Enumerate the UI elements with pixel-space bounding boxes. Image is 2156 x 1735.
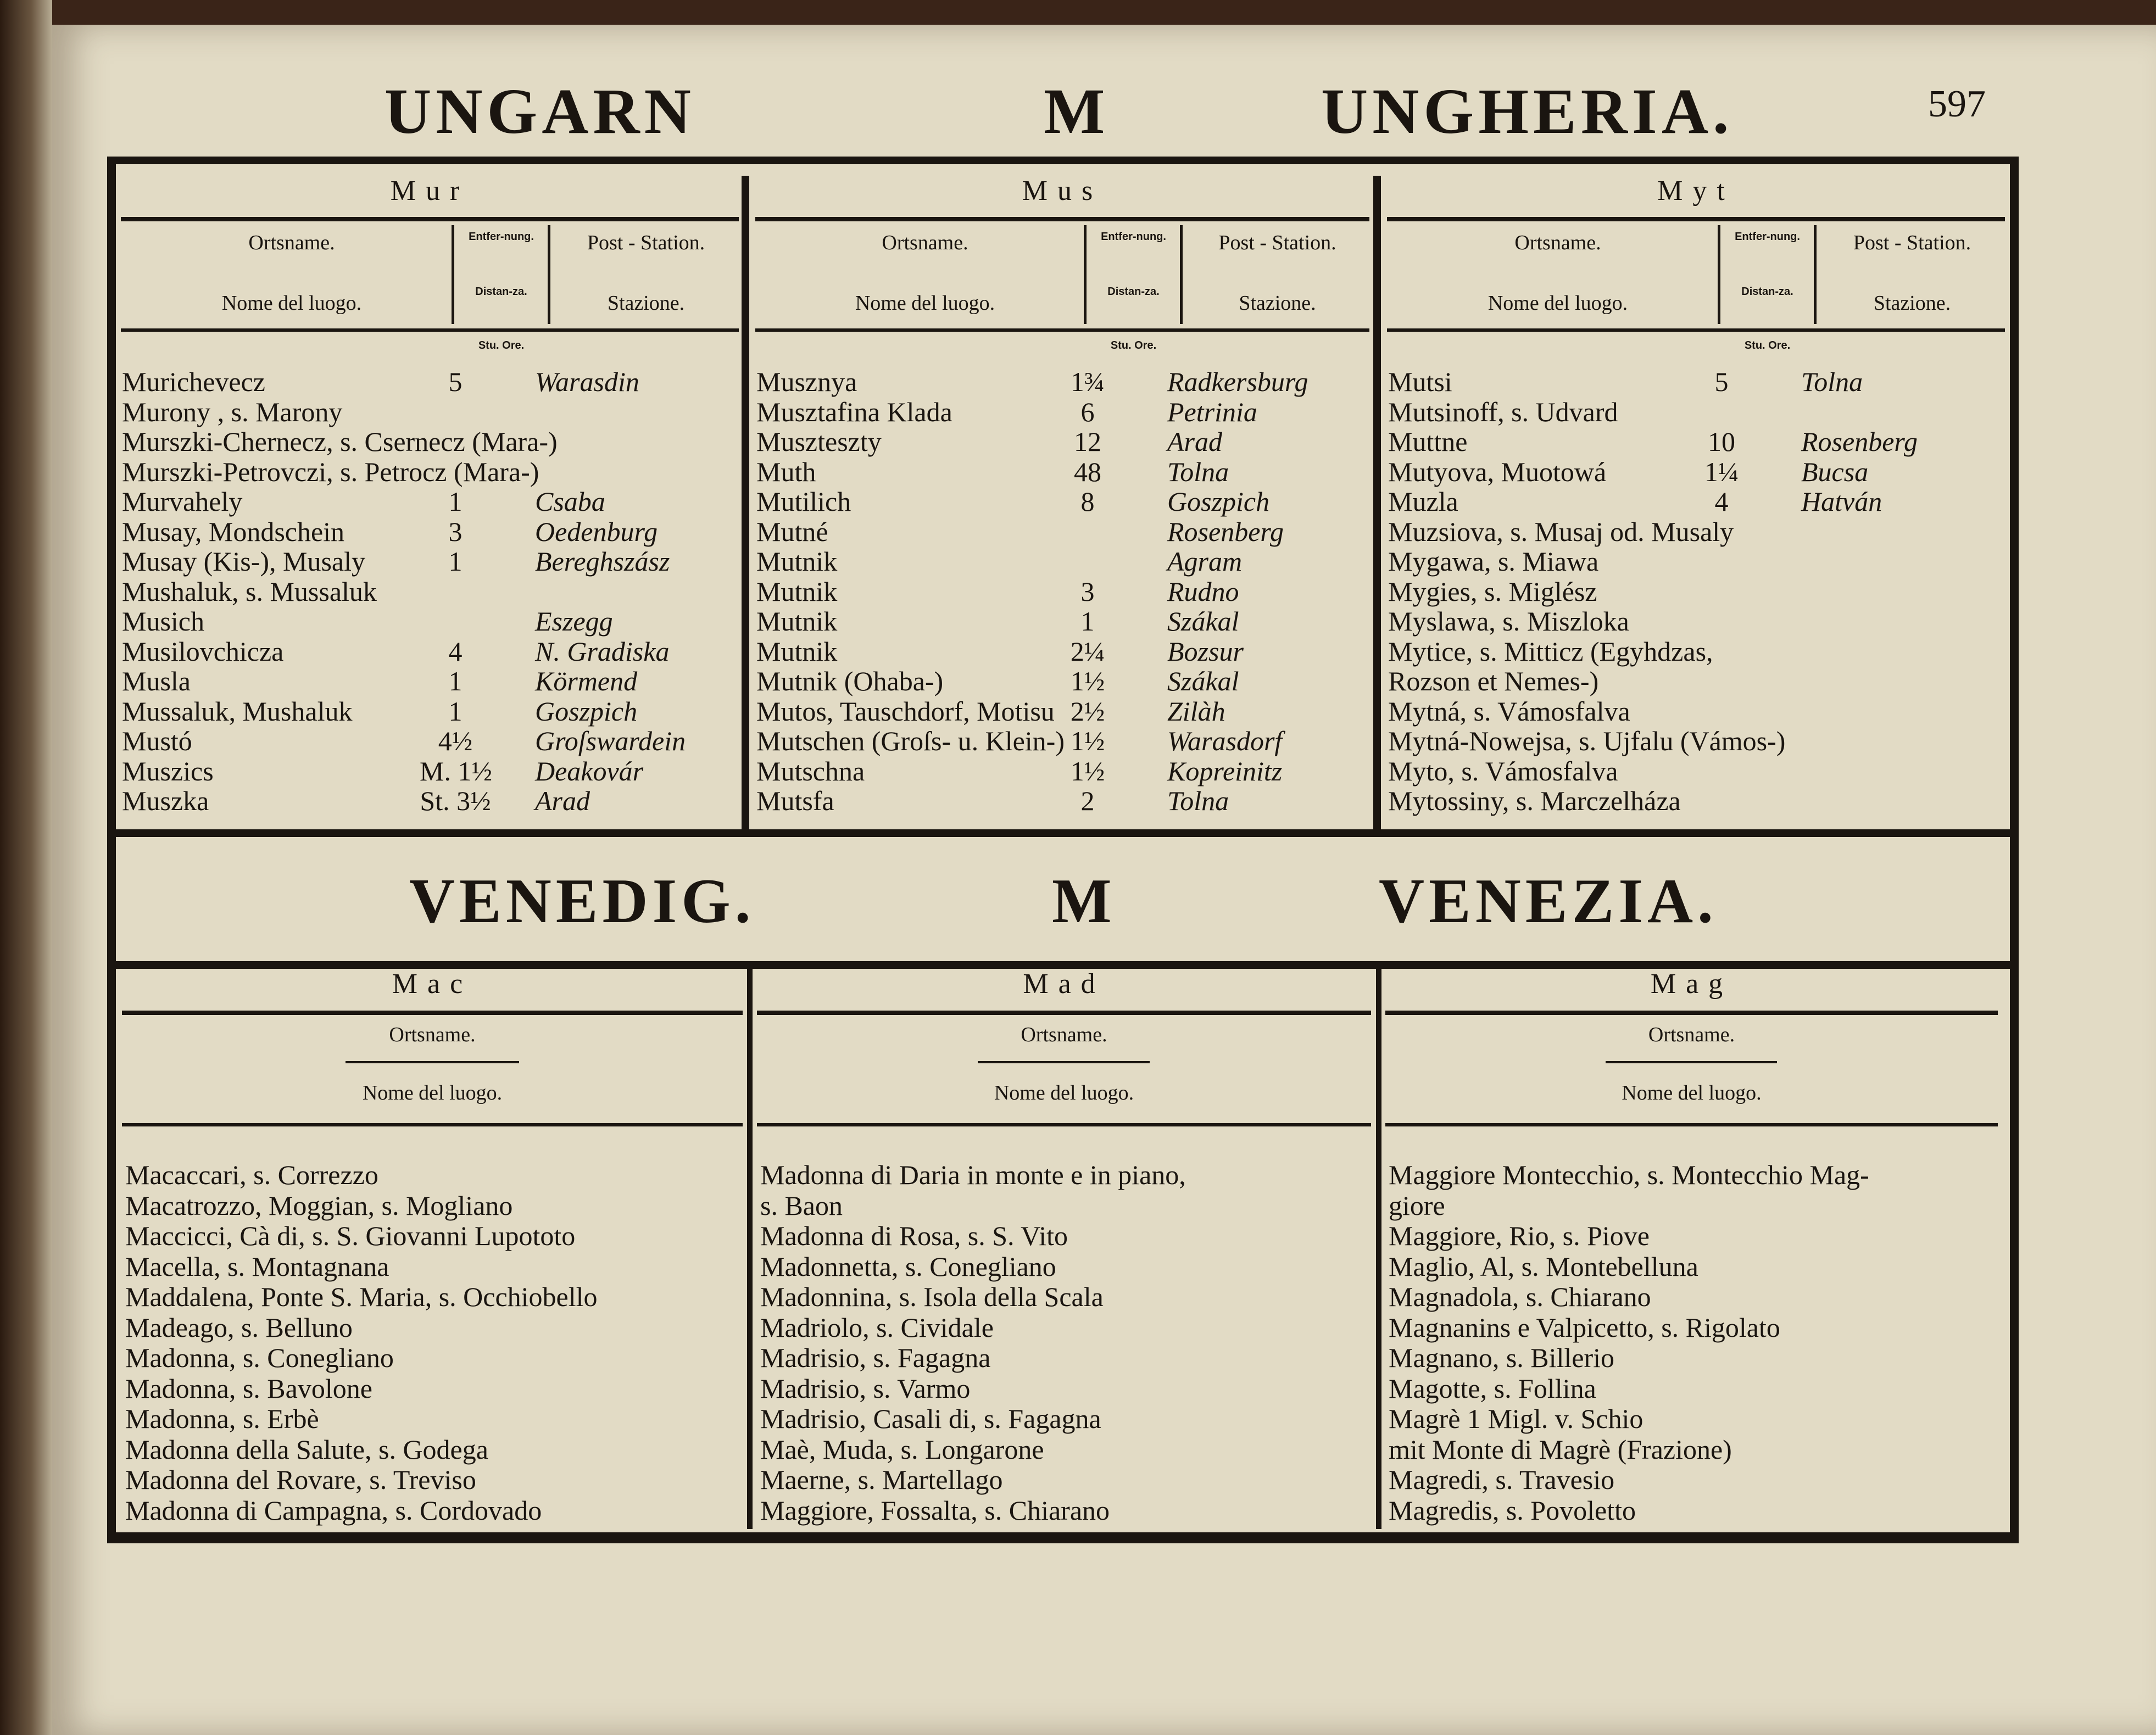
book-spine — [0, 0, 52, 1735]
list-item: Madonnetta, s. Conegliano — [760, 1251, 1056, 1282]
table-row — [122, 637, 740, 666]
header-rule — [1606, 1061, 1777, 1063]
header-dist-de: Entfer-nung. — [1735, 231, 1800, 243]
page-number: 597 — [1928, 83, 1986, 125]
place-name: Murszki-Chernecz, s. Csernecz (Mara-) — [122, 426, 558, 457]
table-row — [1388, 637, 2006, 666]
distance: 6 — [1080, 396, 1095, 427]
place-name: Musich — [122, 606, 204, 637]
place-name: Rozson et Nemes-) — [1388, 666, 1599, 696]
header-divider — [1180, 225, 1183, 324]
header-rule — [1387, 217, 2005, 221]
header-name-de: Ortsname. — [1021, 1023, 1107, 1046]
list-item: Madonna della Salute, s. Godega — [125, 1433, 488, 1465]
distance: 4 — [1714, 486, 1729, 517]
distance: 1½ — [1070, 755, 1105, 786]
place-name: Mutsfa — [756, 785, 834, 816]
place-name: Mutnik — [756, 606, 838, 637]
place-name: Mytná-Nowejsa, s. Ujfalu (Vámos-) — [1388, 726, 1786, 756]
post-station: Oedenburg — [535, 516, 658, 547]
table-row — [1388, 457, 2006, 487]
column-divider — [1376, 969, 1381, 1529]
header-name-it: Nome del luogo. — [362, 1081, 503, 1104]
header-rule — [121, 328, 739, 332]
header-rule — [1385, 1123, 1998, 1126]
distance: 1 — [448, 666, 463, 696]
list-item: Madrisio, s. Varmo — [760, 1373, 971, 1404]
distance: 48 — [1074, 456, 1101, 487]
place-name: Mutyova, Muotowá — [1388, 456, 1607, 487]
header-name-de: Ortsname. — [1514, 231, 1601, 254]
distance: 2 — [1080, 785, 1095, 816]
header-post-de: Post - Station. — [1218, 231, 1336, 254]
distance: 1 — [448, 695, 463, 727]
table-row — [756, 637, 1371, 666]
place-name: Mutnik (Ohaba-) — [756, 666, 944, 696]
post-station: Goszpich — [535, 695, 638, 727]
post-station: Szákal — [1167, 666, 1239, 696]
list-item: Madonna, s. Bavolone — [125, 1373, 372, 1404]
column-divider — [747, 969, 753, 1529]
table-row — [122, 546, 740, 576]
table-row — [1388, 756, 2006, 786]
table-row — [1388, 397, 2006, 427]
table-row — [756, 457, 1371, 487]
distance: 10 — [1708, 426, 1735, 457]
table-row — [122, 427, 740, 456]
place-name: Mutsi — [1388, 366, 1452, 397]
post-station: Radkersburg — [1167, 366, 1308, 397]
list-item: Macatrozzo, Moggian, s. Mogliano — [125, 1190, 513, 1221]
list-item: Madrisio, Casali di, s. Fagagna — [760, 1403, 1101, 1434]
place-name: Muttne — [1388, 426, 1468, 457]
post-station: Körmend — [535, 666, 638, 696]
place-name: Murvahely — [122, 486, 243, 517]
section-divider — [115, 829, 2010, 837]
header-rule — [1387, 328, 2005, 332]
column-title: Mac — [392, 968, 473, 1000]
table-row — [1388, 696, 2006, 726]
post-station: Warasdorf — [1167, 726, 1283, 756]
header-divider — [1718, 225, 1720, 324]
post-station: Bucsa — [1801, 456, 1869, 487]
post-station: Eszegg — [535, 606, 613, 637]
title-letter-top: M — [1044, 75, 1110, 147]
header-rule — [978, 1061, 1150, 1063]
table-row — [756, 756, 1371, 786]
header-divider — [548, 225, 550, 324]
place-name: Mutné — [756, 516, 828, 547]
place-name: Musla — [122, 666, 191, 696]
list-item: Madonna del Rovare, s. Treviso — [125, 1464, 476, 1495]
table-row — [122, 666, 740, 696]
header-unit: Stu. Ore. — [1110, 339, 1157, 352]
table-row — [122, 577, 740, 606]
distance: 5 — [1714, 366, 1729, 397]
place-name: Musay, Mondschein — [122, 516, 345, 547]
place-name: Muzsiova, s. Musaj od. Musaly — [1388, 516, 1734, 547]
table-row — [756, 517, 1371, 546]
table-row — [122, 786, 740, 816]
place-name: Myslawa, s. Miszloka — [1388, 606, 1629, 637]
place-name: Muth — [756, 456, 816, 487]
list-item: Madonna, s. Erbè — [125, 1403, 319, 1434]
list-item: Magredis, s. Povoletto — [1389, 1494, 1636, 1526]
distance: 1¼ — [1704, 456, 1739, 487]
list-item: s. Baon — [760, 1190, 843, 1221]
place-name: Mytossiny, s. Marczelháza — [1388, 785, 1681, 816]
header-divider — [1814, 225, 1817, 324]
header-divider — [452, 225, 454, 324]
header-unit: Stu. Ore. — [1744, 339, 1791, 352]
list-item: Madonna, s. Conegliano — [125, 1342, 394, 1373]
post-station: Bereghszász — [535, 546, 670, 577]
place-name: Mutnik — [756, 546, 838, 577]
place-name: Musilovchicza — [122, 635, 284, 667]
post-station: Tolna — [1167, 456, 1229, 487]
distance: St. 3½ — [420, 785, 491, 816]
list-item: Maè, Muda, s. Longarone — [760, 1433, 1044, 1465]
table-row — [1388, 666, 2006, 696]
post-station: Groſswardein — [535, 726, 686, 756]
column-divider — [1373, 176, 1381, 829]
list-item: Magrè 1 Migl. v. Schio — [1389, 1403, 1644, 1434]
list-item: Madeago, s. Belluno — [125, 1312, 353, 1343]
table-row — [1388, 726, 2006, 756]
table-row — [1388, 427, 2006, 456]
header-dist-it: Distan-za. — [1107, 286, 1160, 298]
header-name-de: Ortsname. — [1648, 1023, 1735, 1046]
place-name: Muzla — [1388, 486, 1458, 517]
table-row — [756, 666, 1371, 696]
header-post-de: Post - Station. — [1853, 231, 1971, 254]
post-station: Warasdin — [535, 366, 639, 397]
column-title: Mag — [1650, 968, 1733, 1000]
distance: 2½ — [1070, 695, 1105, 727]
table-row — [756, 786, 1371, 816]
table-row — [122, 517, 740, 546]
header-rule — [757, 1123, 1371, 1126]
header-dist-de: Entfer-nung. — [469, 231, 534, 243]
distance: 4 — [448, 635, 463, 667]
header-name-it: Nome del luogo. — [994, 1081, 1134, 1104]
header-name-de: Ortsname. — [248, 231, 335, 254]
post-station: Arad — [535, 785, 590, 816]
table-row — [756, 726, 1371, 756]
place-name: Muszka — [122, 785, 209, 816]
title-venedig: VENEDIG. — [409, 866, 755, 936]
post-station: Deakovár — [535, 755, 644, 786]
table-row — [756, 397, 1371, 427]
place-name: Mustó — [122, 726, 192, 756]
table-row — [122, 756, 740, 786]
post-station: Agram — [1167, 546, 1243, 577]
list-item: Madonnina, s. Isola della Scala — [760, 1281, 1104, 1312]
header-dist-it: Distan-za. — [475, 286, 527, 298]
header-name-de: Ortsname. — [389, 1023, 476, 1046]
header-name-it: Nome del luogo. — [221, 292, 362, 315]
distance: 1 — [448, 546, 463, 577]
header-name-it: Nome del luogo. — [1622, 1081, 1762, 1104]
post-station: N. Gradiska — [535, 635, 670, 667]
distance: 8 — [1080, 486, 1095, 517]
table-row — [1388, 367, 2006, 397]
place-name: Mushaluk, s. Mussaluk — [122, 576, 377, 607]
header-post-de: Post - Station. — [587, 231, 705, 254]
table-row — [756, 487, 1371, 516]
distance: 4½ — [438, 726, 473, 756]
distance: 1¾ — [1070, 366, 1105, 397]
list-item: Maerne, s. Martellago — [760, 1464, 1003, 1495]
list-item: Madonna di Rosa, s. S. Vito — [760, 1220, 1068, 1251]
distance: 1 — [1080, 606, 1095, 637]
table-row — [122, 397, 740, 427]
post-station: Szákal — [1167, 606, 1239, 637]
place-name: Muszteszty — [756, 426, 882, 457]
table-row — [756, 427, 1371, 456]
place-name: Mutsinoff, s. Udvard — [1388, 396, 1618, 427]
header-rule — [122, 1011, 743, 1015]
post-station: Rudno — [1167, 576, 1239, 607]
column-title: Mur — [390, 175, 470, 207]
place-name: Musznya — [756, 366, 857, 397]
list-item: Macella, s. Montagnana — [125, 1251, 389, 1282]
place-name: Musztafina Klada — [756, 396, 952, 427]
title-venezia: VENEZIA. — [1379, 866, 1718, 936]
place-name: Mutschen (Groſs- u. Klein-) — [756, 726, 1065, 756]
post-station: Tolna — [1801, 366, 1863, 397]
list-item: Maccicci, Cà di, s. S. Giovanni Lupototo — [125, 1220, 576, 1251]
place-name: Mutos, Tauschdorf, Motisu — [756, 695, 1055, 727]
list-item: mit Monte di Magrè (Frazione) — [1389, 1433, 1732, 1465]
table-row — [756, 367, 1371, 397]
distance: 5 — [448, 366, 463, 397]
table-row — [122, 696, 740, 726]
list-item: Magnadola, s. Chiarano — [1389, 1281, 1651, 1312]
list-item: Maggiore, Rio, s. Piove — [1389, 1220, 1650, 1251]
header-dist-de: Entfer-nung. — [1101, 231, 1166, 243]
list-item: Maggiore, Fossalta, s. Chiarano — [760, 1494, 1110, 1526]
table-row — [122, 726, 740, 756]
list-item: Maddalena, Ponte S. Maria, s. Occhiobello — [125, 1281, 598, 1312]
column-title: Myt — [1657, 175, 1735, 207]
list-item: Macaccari, s. Correzzo — [125, 1159, 378, 1190]
list-item: Magnanins e Valpicetto, s. Rigolato — [1389, 1312, 1780, 1343]
column-title: Mus — [1022, 175, 1103, 207]
header-rule — [755, 217, 1369, 221]
post-station: Tolna — [1167, 785, 1229, 816]
header-dist-it: Distan-za. — [1741, 286, 1793, 298]
header-post-it: Stazione. — [1873, 292, 1951, 315]
table-row — [756, 577, 1371, 606]
place-name: Mygawa, s. Miawa — [1388, 546, 1599, 577]
table-row — [1388, 487, 2006, 516]
list-item: Magnano, s. Billerio — [1389, 1342, 1615, 1373]
table-row — [1388, 786, 2006, 816]
distance: 1½ — [1070, 726, 1105, 756]
distance: 3 — [448, 516, 463, 547]
header-divider — [1084, 225, 1087, 324]
post-station: Rosenberg — [1801, 426, 1918, 457]
list-item: Madrisio, s. Fagagna — [760, 1342, 991, 1373]
title-ungarn: UNGARN — [385, 75, 695, 147]
post-station: Csaba — [535, 486, 605, 517]
header-post-it: Stazione. — [1239, 292, 1316, 315]
table-row — [1388, 546, 2006, 576]
post-station: Arad — [1167, 426, 1222, 457]
table-row — [122, 487, 740, 516]
title-letter-bottom: M — [1052, 866, 1116, 936]
table-row — [756, 696, 1371, 726]
place-name: Murszki-Petrovczi, s. Petrocz (Mara-) — [122, 456, 539, 487]
header-rule — [757, 1011, 1371, 1015]
table-row — [756, 606, 1371, 636]
list-item: Maglio, Al, s. Montebelluna — [1389, 1251, 1698, 1282]
list-item: Madonna di Daria in monte e in piano, — [760, 1159, 1186, 1190]
header-name-it: Nome del luogo. — [1488, 292, 1628, 315]
place-name: Mygies, s. Miglész — [1388, 576, 1597, 607]
post-station: Petrinia — [1167, 396, 1257, 427]
place-name: Musay (Kis-), Musaly — [122, 546, 366, 577]
header-rule — [346, 1061, 519, 1063]
post-station: Goszpich — [1167, 486, 1270, 517]
post-station: Bozsur — [1167, 635, 1244, 667]
post-station: Zilàh — [1167, 695, 1225, 727]
header-rule — [1385, 1011, 1998, 1015]
place-name: Mytná, s. Vámosfalva — [1388, 695, 1630, 727]
header-post-it: Stazione. — [607, 292, 685, 315]
column-title: Mad — [1023, 968, 1105, 1000]
distance: M. 1½ — [420, 755, 492, 786]
place-name: Mussaluk, Mushaluk — [122, 695, 353, 727]
list-item: Madonna di Campagna, s. Cordovado — [125, 1494, 542, 1526]
place-name: Mutschna — [756, 755, 865, 786]
post-station: Hatván — [1801, 486, 1882, 517]
distance: 3 — [1080, 576, 1095, 607]
title-ungheria: UNGHERIA. — [1321, 75, 1734, 147]
place-name: Murony , s. Marony — [122, 396, 343, 427]
place-name: Mutilich — [756, 486, 851, 517]
header-rule — [755, 328, 1369, 332]
place-name: Myto, s. Vámosfalva — [1388, 755, 1618, 786]
table-row — [1388, 517, 2006, 546]
header-rule — [121, 217, 739, 221]
list-item: Maggiore Montecchio, s. Montecchio Mag- — [1389, 1159, 1869, 1190]
distance: 2¼ — [1070, 635, 1105, 667]
list-item: Magredi, s. Travesio — [1389, 1464, 1615, 1495]
place-name: Murichevecz — [122, 366, 265, 397]
table-row — [1388, 577, 2006, 606]
header-unit: Stu. Ore. — [478, 339, 525, 352]
header-name-it: Nome del luogo. — [855, 292, 995, 315]
place-name: Muszics — [122, 755, 214, 786]
table-row — [122, 606, 740, 636]
distance: 1½ — [1070, 666, 1105, 696]
post-station: Rosenberg — [1167, 516, 1284, 547]
place-name: Mutnik — [756, 635, 838, 667]
list-item: Madriolo, s. Cividale — [760, 1312, 994, 1343]
place-name: Mutnik — [756, 576, 838, 607]
header-rule — [122, 1123, 743, 1126]
header-name-de: Ortsname. — [882, 231, 968, 254]
column-divider — [742, 176, 749, 829]
list-item: giore — [1389, 1190, 1445, 1221]
table-row — [122, 457, 740, 487]
table-row — [756, 546, 1371, 576]
post-station: Kopreinitz — [1167, 755, 1283, 786]
table-row — [122, 367, 740, 397]
list-item: Magotte, s. Follina — [1389, 1373, 1596, 1404]
distance: 1 — [448, 486, 463, 517]
table-row — [1388, 606, 2006, 636]
place-name: Mytice, s. Mitticz (Egyhdzas, — [1388, 635, 1713, 667]
distance: 12 — [1074, 426, 1101, 457]
